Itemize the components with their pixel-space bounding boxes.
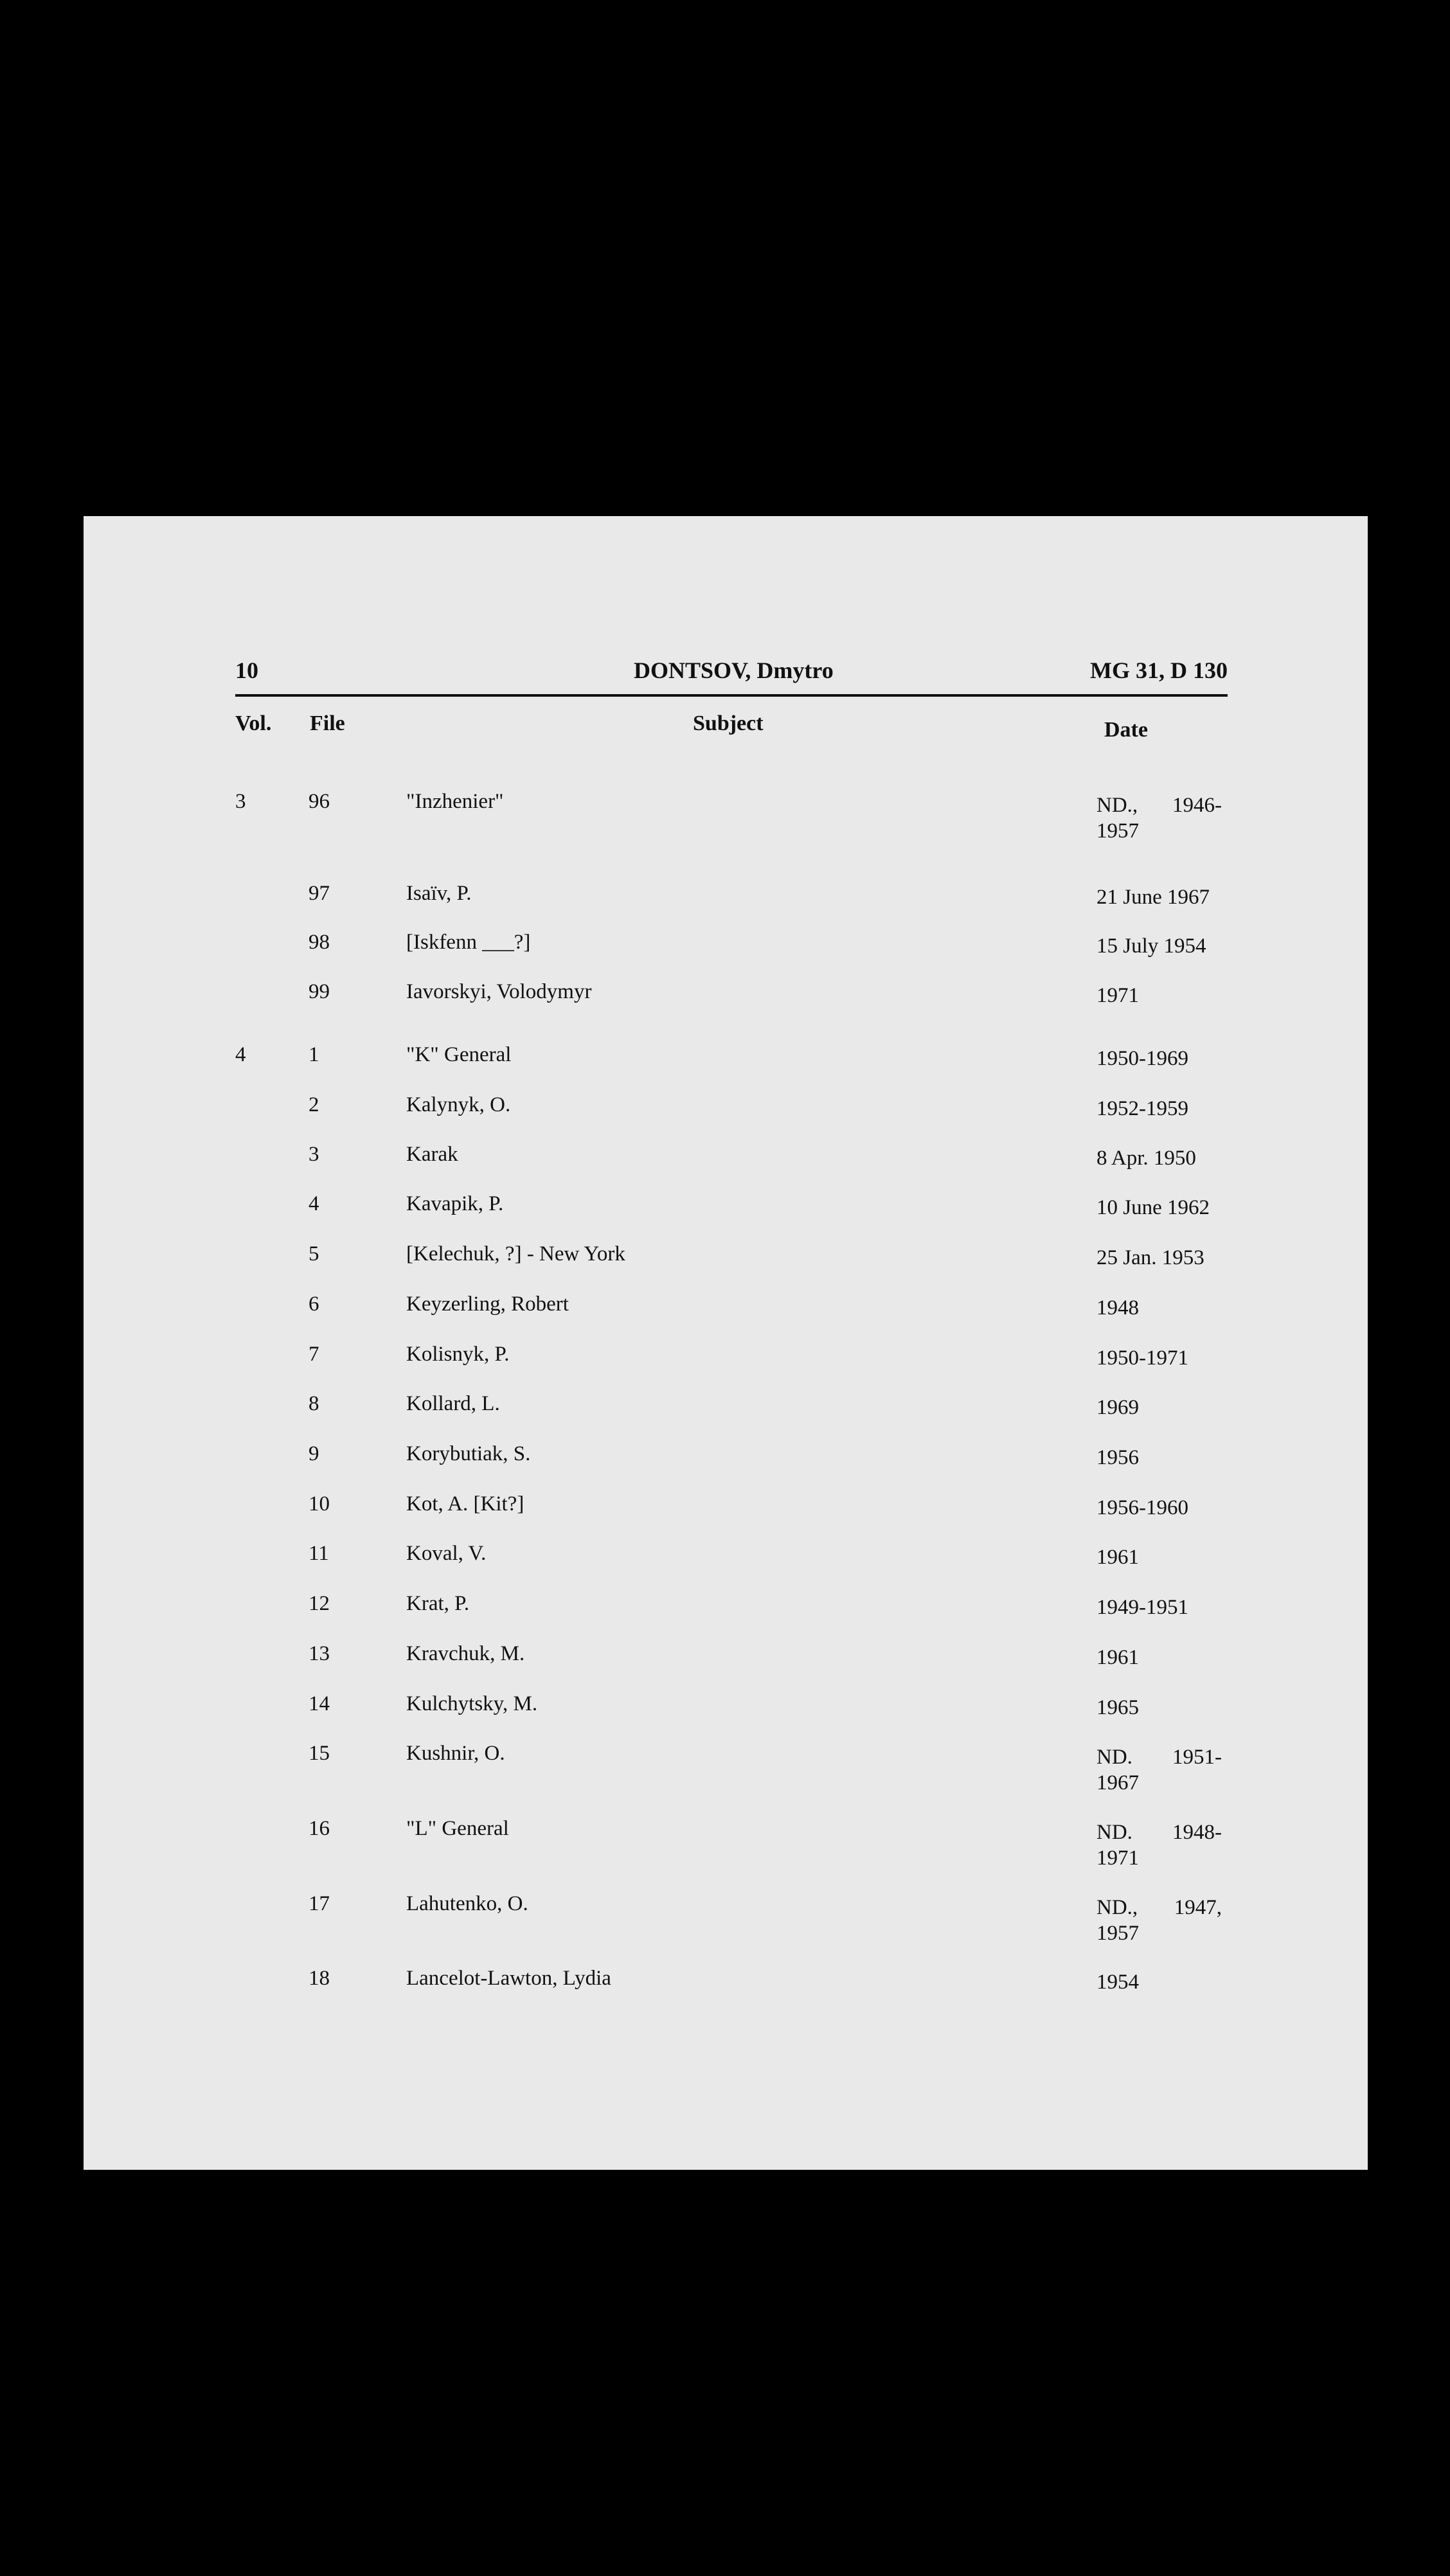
file-number-cell: 11 <box>309 1542 329 1565</box>
date-cell: 1950-1971 <box>1096 1346 1188 1370</box>
subject-cell: "Inzhenier" <box>406 790 504 813</box>
file-number-cell: 10 <box>309 1492 330 1516</box>
subject-cell: Kravchuk, M. <box>406 1642 525 1665</box>
file-number-cell: 15 <box>309 1742 330 1765</box>
document-sheet <box>84 516 1368 2170</box>
subject-cell: Kushnir, O. <box>406 1742 505 1765</box>
date-cell: 1950-1969 <box>1096 1047 1188 1070</box>
subject-cell: Koval, V. <box>406 1542 487 1565</box>
subject-cell: Kalynyk, O. <box>406 1093 511 1116</box>
file-number-cell: 2 <box>309 1093 319 1116</box>
subject-cell: Kulchytsky, M. <box>406 1692 538 1715</box>
subject-cell: Lancelot-Lawton, Lydia <box>406 1967 611 1990</box>
file-number-cell: 9 <box>309 1442 319 1465</box>
subject-cell: [Kelechuk, ?] - New York <box>406 1242 625 1266</box>
date-cell: 1971 <box>1096 984 1139 1007</box>
file-number-cell: 12 <box>309 1592 330 1615</box>
subject-cell: "K" General <box>406 1043 512 1066</box>
date-cell: 1948 <box>1096 1296 1139 1319</box>
subject-cell: Korybutiak, S. <box>406 1442 531 1465</box>
date-cell: ND., 1946-1957 <box>1096 794 1222 843</box>
date-cell: 1961 <box>1096 1546 1139 1569</box>
file-number-cell: 4 <box>309 1192 319 1215</box>
date-cell: 1969 <box>1096 1396 1139 1419</box>
file-number-cell: 96 <box>309 790 330 813</box>
file-number-cell: 18 <box>309 1967 330 1990</box>
subject-cell: Kot, A. [Kit?] <box>406 1492 524 1516</box>
subject-cell: Krat, P. <box>406 1592 470 1615</box>
file-number-cell: 6 <box>309 1292 319 1316</box>
date-cell: 1954 <box>1096 1971 1139 1994</box>
subject-cell: Karak <box>406 1143 458 1166</box>
vol-cell: 4 <box>235 1043 246 1066</box>
date-cell: 10 June 1962 <box>1096 1196 1210 1219</box>
date-cell: 1961 <box>1096 1646 1139 1669</box>
date-cell: 8 Apr. 1950 <box>1096 1147 1196 1170</box>
column-header-date: Date <box>1104 718 1148 742</box>
subject-cell: Kollard, L. <box>406 1392 500 1415</box>
subject-cell: Kolisnyk, P. <box>406 1343 510 1366</box>
subject-cell: Keyzerling, Robert <box>406 1292 569 1316</box>
collection-title: DONTSOV, Dmytro <box>634 657 834 683</box>
file-number-cell: 1 <box>309 1043 319 1066</box>
file-number-cell: 8 <box>309 1392 319 1415</box>
file-number-cell: 17 <box>309 1892 330 1915</box>
file-number-cell: 97 <box>309 882 330 905</box>
subject-cell: "L" General <box>406 1817 509 1840</box>
column-header-subject: Subject <box>693 711 764 735</box>
subject-cell: Isaïv, P. <box>406 882 472 905</box>
date-cell: 25 Jan. 1953 <box>1096 1246 1204 1269</box>
subject-cell: Iavorskyi, Volodymyr <box>406 980 592 1003</box>
date-cell: 1956-1960 <box>1096 1496 1188 1519</box>
subject-cell: Lahutenko, O. <box>406 1892 528 1915</box>
file-number-cell: 16 <box>309 1817 330 1840</box>
vol-cell: 3 <box>235 790 246 813</box>
date-cell: 21 June 1967 <box>1096 886 1210 909</box>
date-cell: 1952-1959 <box>1096 1097 1188 1120</box>
file-number-cell: 13 <box>309 1642 330 1665</box>
page-number: 10 <box>235 657 258 683</box>
file-number-cell: 99 <box>309 980 330 1003</box>
file-number-cell: 3 <box>309 1143 319 1166</box>
file-number-cell: 5 <box>309 1242 319 1266</box>
column-header-vol: Vol. <box>235 711 272 735</box>
collection-reference: MG 31, D 130 <box>1090 657 1228 683</box>
file-number-cell: 98 <box>309 931 330 954</box>
date-cell: 15 July 1954 <box>1096 935 1206 958</box>
subject-cell: [Iskfenn ___?] <box>406 931 531 954</box>
date-cell: ND. 1951-1967 <box>1096 1746 1222 1794</box>
date-cell: ND. 1948-1971 <box>1096 1821 1222 1870</box>
date-cell: 1949-1951 <box>1096 1596 1188 1619</box>
file-number-cell: 7 <box>309 1343 319 1366</box>
file-list <box>84 516 1368 2170</box>
file-number-cell: 14 <box>309 1692 330 1715</box>
subject-cell: Kavapik, P. <box>406 1192 504 1215</box>
date-cell: 1965 <box>1096 1696 1139 1719</box>
date-cell: ND., 1947, 1957 <box>1096 1896 1222 1945</box>
date-cell: 1956 <box>1096 1446 1139 1469</box>
column-header-file: File <box>310 711 345 735</box>
